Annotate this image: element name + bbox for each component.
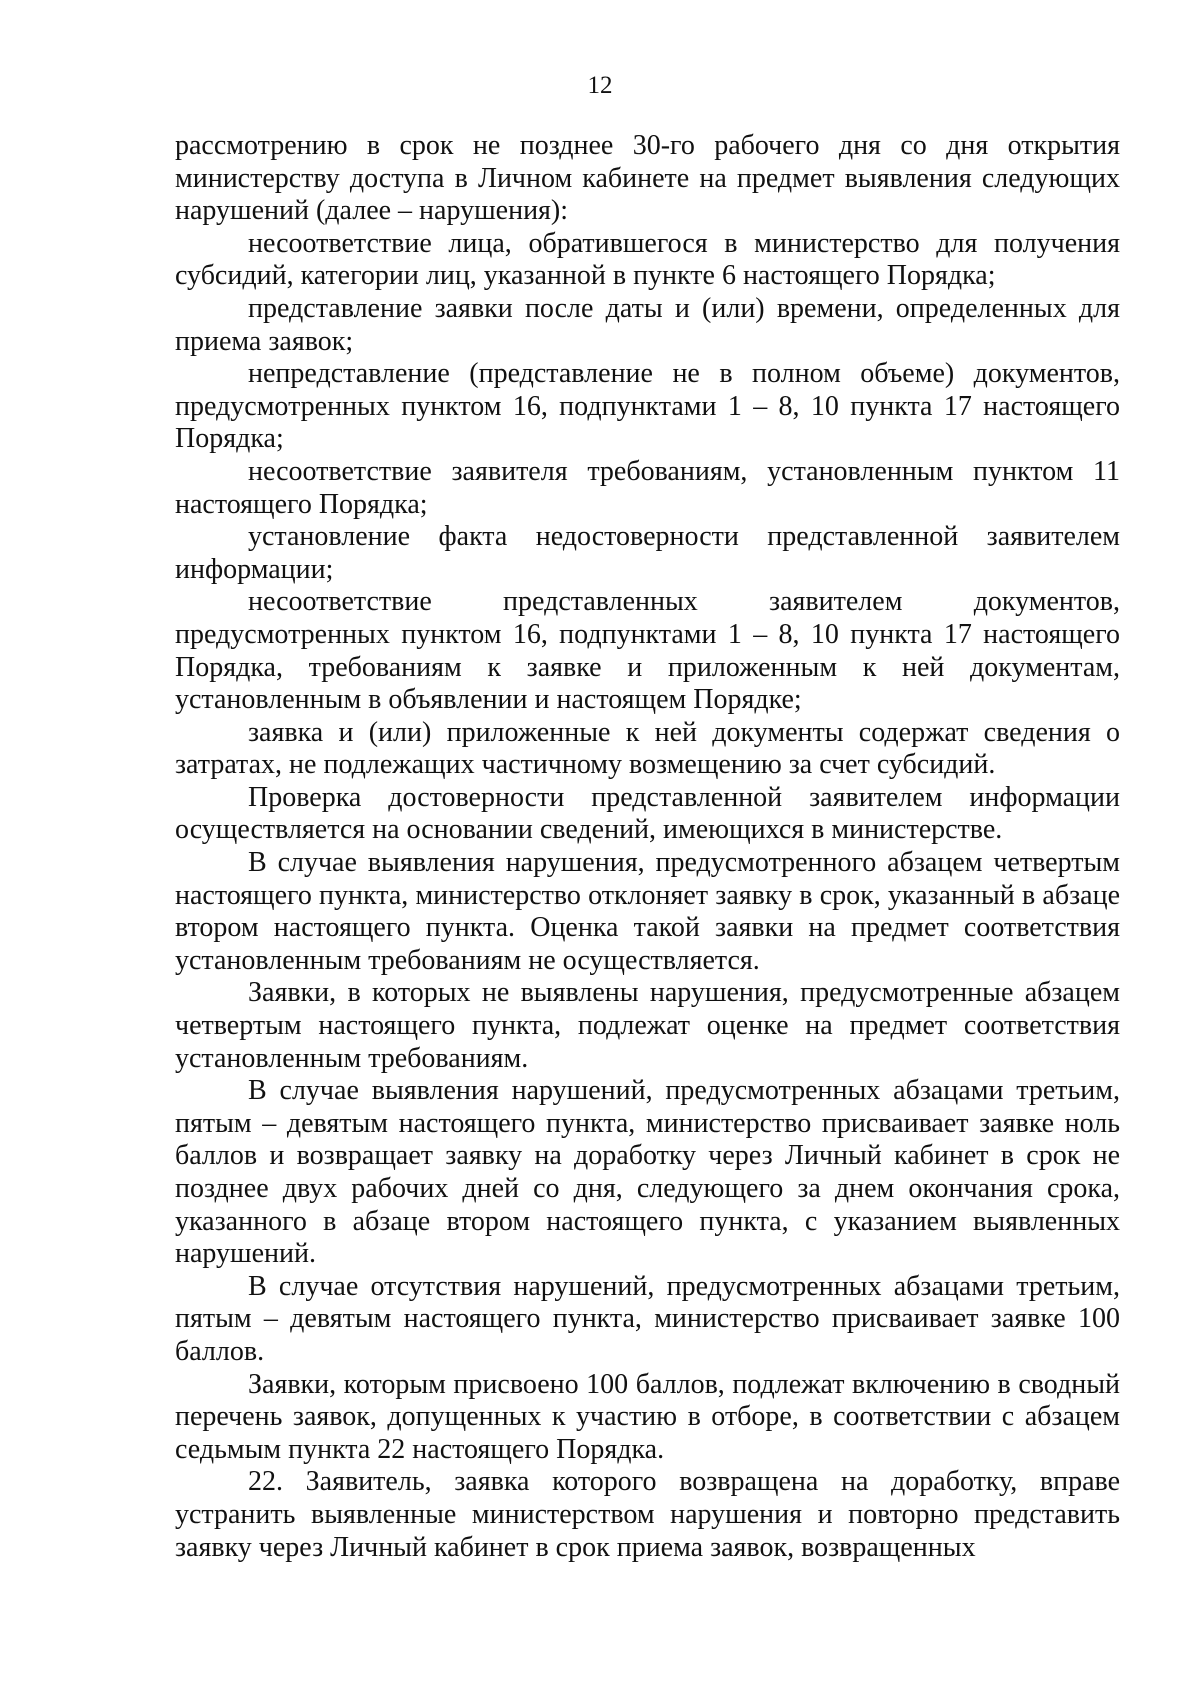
paragraph: Заявки, которым присвоено 100 баллов, подлежат включению в сводный перечень заявок, допущенных к участию в отборе, в соответствии с абзацем седьмым пункта 22 настоящего Порядка. — [175, 1368, 1120, 1465]
paragraph: непредставление (представление не в полном объеме) документов, предусмотренных пунктом 16, подпунктами 1 – 8, 10 пункта 17 настоящего Порядка; — [175, 358, 1120, 455]
paragraph: несоответствие заявителя требованиям, установленным пунктом 11 настоящего Порядка; — [175, 455, 1120, 520]
paragraph: Проверка достоверности представленной заявителем информации осуществляется на основании сведений, имеющихся в министерстве. — [175, 781, 1120, 846]
paragraph: представление заявки после даты и (или) времени, определенных для приема заявок; — [175, 292, 1120, 357]
paragraph: В случае отсутствия нарушений, предусмотренных абзацами третьим, пятым – девятым настоящего пункта, министерство присваивает заявке 100 баллов. — [175, 1270, 1120, 1367]
paragraph: несоответствие лица, обратившегося в министерство для получения субсидий, категории лиц, указанной в пункте 6 настоящего Порядка; — [175, 227, 1120, 292]
paragraph: В случае выявления нарушения, предусмотренного абзацем четвертым настоящего пункта, министерство отклоняет заявку в срок, указанный в абзаце втором настоящего пункта. Оценка такой заявки на предмет соответствия установленным требованиям не осуществляется. — [175, 847, 1120, 976]
paragraph: Заявки, в которых не выявлены нарушения, предусмотренные абзацем четвертым настоящего пункта, подлежат оценке на предмет соответствия установленным требованиям. — [175, 977, 1120, 1074]
paragraph: 22. Заявитель, заявка которого возвращена на доработку, вправе устранить выявленные министерством нарушения и повторно представить заявку через Личный кабинет в срок приема заявок, возвращенных — [175, 1466, 1120, 1563]
paragraph: рассмотрению в срок не позднее 30-го рабочего дня со дня открытия министерству доступа в Личном кабинете на предмет выявления следующих нарушений (далее – нарушения): — [175, 130, 1120, 227]
paragraph: В случае выявления нарушений, предусмотренных абзацами третьим, пятым – девятым настоящего пункта, министерство присваивает заявке ноль баллов и возвращает заявку на доработку через Личный кабинет в срок не позднее двух рабочих дней со дня, следующего за днем окончания срока, указанного в абзаце втором настоящего пункта, с указанием выявленных нарушений. — [175, 1075, 1120, 1270]
paragraph: установление факта недостоверности представленной заявителем информации; — [175, 521, 1120, 585]
paragraph: несоответствие представленных заявителем документов, предусмотренных пунктом 16, подпунктами 1 – 8, 10 пункта 17 настоящего Порядка, требованиям к заявке и приложенным к ней документам, установленным в объявлении и настоящем Порядке; — [175, 586, 1120, 716]
paragraph: заявка и (или) приложенные к ней документы содержат сведения о затратах, не подлежащих частичному возмещению за счет субсидий. — [175, 716, 1120, 781]
document-body — [175, 130, 1120, 1564]
page-number: 12 — [587, 72, 613, 99]
